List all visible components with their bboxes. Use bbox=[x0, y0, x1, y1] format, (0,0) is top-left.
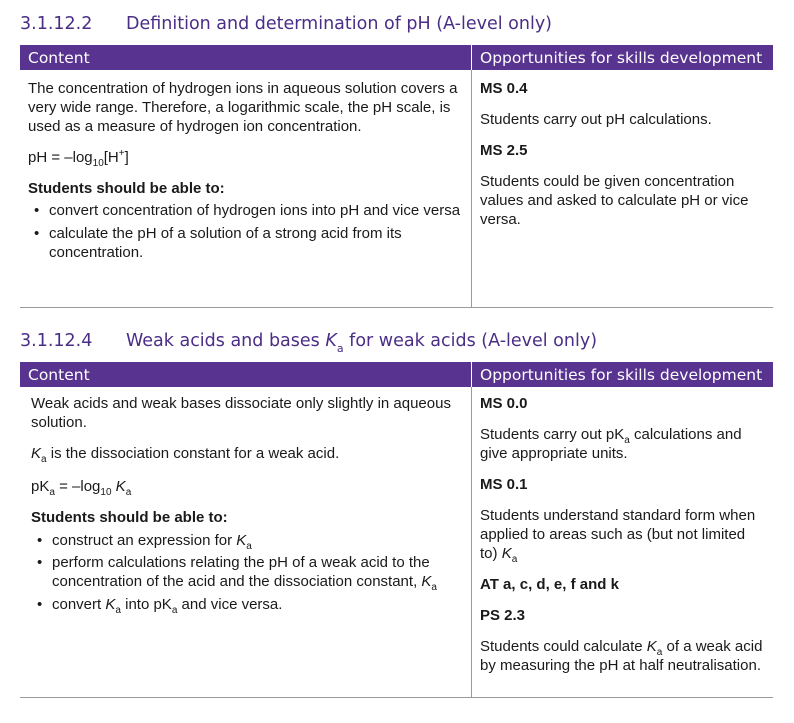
table-body-row bbox=[20, 70, 773, 308]
table-header bbox=[20, 362, 773, 387]
spec-table bbox=[20, 45, 773, 308]
intro-paragraph: Weak acids and weak bases dissociate only slightly in aqueous solution. bbox=[31, 395, 451, 431]
skill-text: Students could be given concentration values and asked to calculate pH or vice versa. bbox=[480, 173, 749, 228]
spec-table bbox=[20, 362, 773, 698]
pka-formula: $pK_a = -\log_{10}$ $K_a$ bbox=[31, 478, 132, 498]
section-heading bbox=[20, 14, 552, 34]
table-header bbox=[20, 45, 773, 70]
section-title: Weak acids and bases $K_a$ for weak acids (A-level only) bbox=[126, 331, 598, 355]
skill-text: Students could calculate $K_a$ of a weak acid by measuring the pH at half neutralisation. bbox=[480, 638, 763, 674]
skill-code: MS 0.1 bbox=[480, 476, 528, 493]
section-title: Definition and determination of pH (A-level only) bbox=[126, 14, 552, 34]
list-item: • construct an expression for $K_a$ bbox=[31, 531, 461, 550]
skills-cell bbox=[472, 387, 773, 697]
objectives-list bbox=[31, 531, 461, 614]
list-item: • perform calculations relating the pH of a weak acid to the concentration of the acid and the dissociation constant, $K_a$ bbox=[31, 553, 461, 591]
skill-text: Students understand standard form when applied to areas such as (but not limited to) $K_a$ bbox=[480, 507, 756, 565]
ph-formula: pH = $-\log_{10}[H^+]$ bbox=[28, 148, 129, 169]
content-column-header: Content bbox=[20, 362, 472, 387]
skill-code: MS 2.5 bbox=[480, 142, 528, 159]
skill-code: MS 0.4 bbox=[480, 80, 528, 97]
content-cell bbox=[20, 70, 472, 307]
skill-code: AT a, c, d, e, f and k bbox=[480, 576, 619, 593]
skills-cell bbox=[472, 70, 773, 307]
content-column-header: Content bbox=[20, 45, 472, 70]
ka-definition: $K_a$ is the dissociation constant for a weak acid. bbox=[31, 445, 340, 465]
skill-text: Students carry out pH calculations. bbox=[480, 111, 712, 128]
objectives-list bbox=[28, 201, 461, 262]
skills-column-header: Opportunities for skills development bbox=[480, 366, 763, 384]
skill-code: MS 0.0 bbox=[480, 395, 528, 412]
skill-text: Students carry out $pK_a$ calculations and give appropriate units. bbox=[480, 426, 742, 462]
section-number: 3.1.12.4 bbox=[20, 331, 93, 351]
skills-column-header: Opportunities for skills development bbox=[480, 49, 763, 67]
intro-paragraph: The concentration of hydrogen ions in aqueous solution covers a very wide range. Therefore, a logarithmic scale, the pH scale, is used as a measure of hydrogen ion concentration. bbox=[28, 80, 458, 135]
content-cell bbox=[20, 387, 472, 697]
able-heading: Students should be able to: bbox=[28, 180, 225, 197]
section-heading bbox=[20, 331, 598, 355]
list-item: • convert $K_a$ into $pK_a$ and vice versa. bbox=[31, 595, 461, 614]
able-heading: Students should be able to: bbox=[31, 509, 228, 526]
list-item: • convert concentration of hydrogen ions into pH and vice versa bbox=[28, 201, 461, 220]
table-body-row bbox=[20, 387, 773, 698]
section-number: 3.1.12.2 bbox=[20, 14, 93, 34]
skill-code: PS 2.3 bbox=[480, 607, 526, 624]
list-item: • calculate the pH of a solution of a strong acid from its concentration. bbox=[28, 224, 461, 262]
